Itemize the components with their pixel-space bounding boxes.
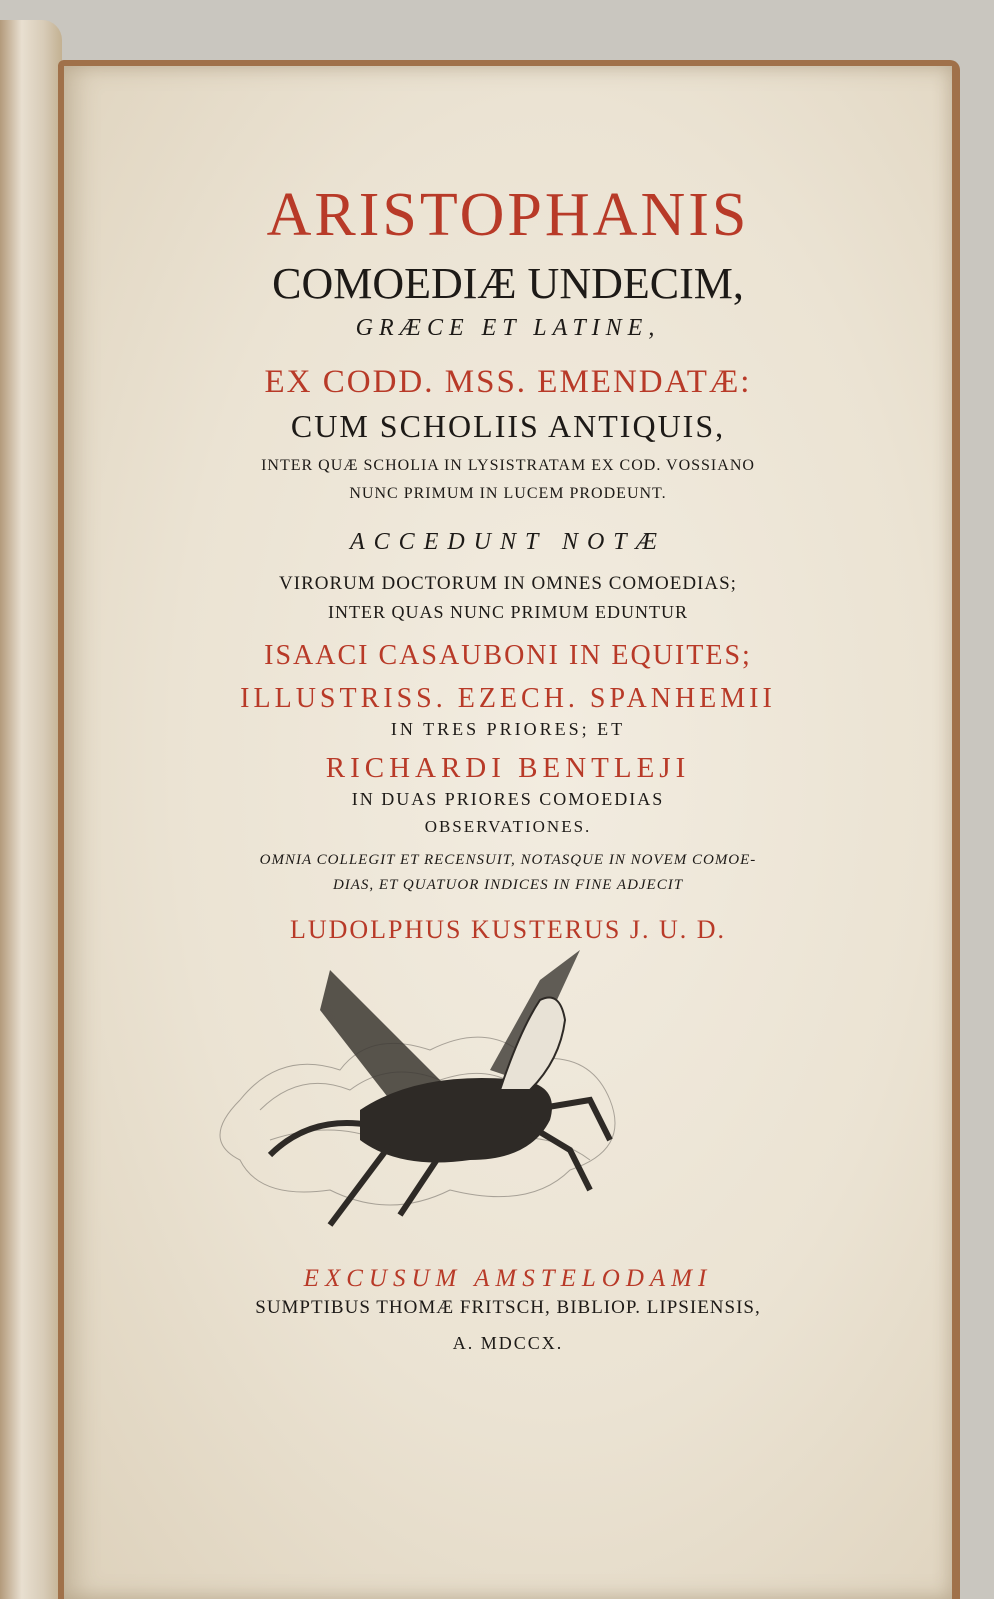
book-spine [0,20,62,1599]
subtitle-line-5: CUM SCHOLIIS ANTIQUIS, [290,408,726,444]
pegasus-figure [270,950,610,1225]
subtitle-line-14: RICHARDI BENTLEJI [325,752,691,784]
book-title: ARISTOPHANIS [266,181,750,249]
subtitle-line-16: OBSERVATIONES. [424,817,592,836]
subtitle-line-15: IN DUAS PRIORES COMOEDIAS [351,789,665,809]
subtitle-line-4: EX CODD. MSS. EMENDATÆ: [264,364,752,400]
subtitle-line-13: IN TRES PRIORES; ET [390,719,626,739]
subtitle-line-18: DIAS, ET QUATUOR INDICES IN FINE ADJECIT [332,877,684,893]
editor-name: LUDOLPHUS KUSTERUS J. U. D. [289,915,727,944]
imprint-year: A. MDCCX. [452,1333,564,1353]
subtitle-line-9: VIRORUM DOCTORUM IN OMNES COMOEDIAS; [279,573,737,594]
subtitle-line-2: COMOEDIÆ UNDECIM, [272,259,744,308]
imprint-place: EXCUSUM AMSTELODAMI [303,1265,713,1292]
imprint-publisher: SUMPTIBUS THOMÆ FRITSCH, BIBLIOP. LIPSIENSIS, [255,1297,761,1318]
subtitle-line-10: INTER QUAS NUNC PRIMUM EDUNTUR [327,602,688,622]
subtitle-line-8: ACCEDUNT NOTÆ [350,529,666,555]
pegasus-engraving [200,950,700,1250]
subtitle-line-12: ILLUSTRISS. EZECH. SPANHEMII [240,683,776,714]
subtitle-line-7: NUNC PRIMUM IN LUCEM PRODEUNT. [349,485,667,502]
subtitle-line-17: OMNIA COLLEGIT ET RECENSUIT, NOTASQUE IN NOVEM COMOE- [259,852,757,868]
subtitle-line-3: GRÆCE ET LATINE, [355,315,661,341]
subtitle-line-11: ISAACI CASAUBONI IN EQUITES; [264,640,752,671]
subtitle-line-6: INTER QUÆ SCHOLIA IN LYSISTRATAM EX COD. VOSSIANO [261,457,755,474]
